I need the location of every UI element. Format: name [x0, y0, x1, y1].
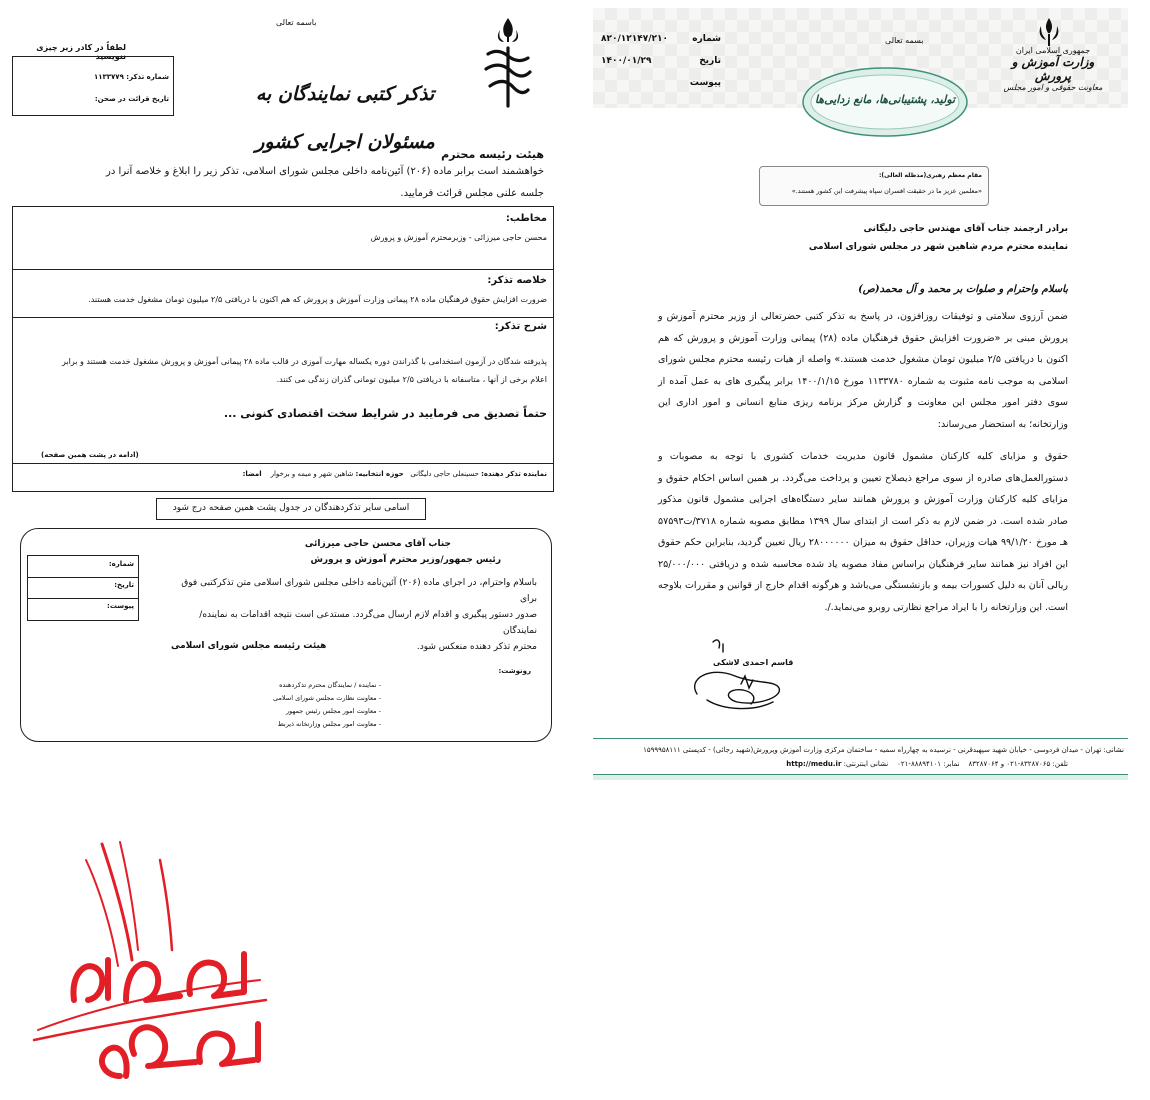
- notice-number-value: ۱۱۳۳۷۷۹: [93, 73, 124, 81]
- footer-divider: [593, 738, 1128, 739]
- deputy-name: معاونت حقوقی و امور مجلس: [1003, 83, 1103, 92]
- district-label: حوزه انتخابیه:: [355, 470, 404, 478]
- emblem-caption: جمهوری اسلامی ایران: [1015, 46, 1091, 55]
- notice-body-box: [12, 206, 554, 492]
- intro-line-2: جلسه علنی مجلس قرائت فرمایید.: [400, 188, 544, 199]
- quote-box: [759, 166, 989, 206]
- letter-paragraph-2: حقوق و مزایای کلیه کارکنان مشمول قانون مدیریت خدمات کشوری با توجه به مصوبات و دستورالعمل‌های صادره از سوی مراجع ذیصلاح تعیین و پرداخت می‌گردد. بر همین اساس احکام حقوق و مزایای کلیه کارکنان وزارت آموزش و پرورش همانند سایر دستگاه‌های اجرایی مشمول قانون مذکور صادر شده است. در ضمن لازم به ذکر است از ابتدای سال ۱۳۹۹ مطابق مصوبه شماره ۳۷۱۸/ت۵۷۵۹۳ هـ مورخ ۹۹/۱/۲۰ هیات وزیران، حداقل حقوق به میزان ۲۸۰۰۰۰۰۰ ریال تعیین گردید، بنابراین حکم حقوق این افراد نیز همانند سایر فرهنگیان براساس مفاد مصوبه یاد شده محاسبه شده و دریافتی ۲۵/۰۰۰/۰۰۰ ریالی آنان به دلیل کسورات بیمه و بازنشستگی می‌باشد و هرگونه اقدام خارج از قوانین و مقررات بلاوجه است. این وزارتخانه را با ایراد مراجع نظارتی روبرو می‌نماید./.: [658, 451, 1068, 613]
- footer-web-link[interactable]: http://medu.ir: [786, 760, 842, 768]
- slogan-badge: [801, 66, 969, 138]
- reply-body-line-2: صدور دستور پیگیری و اقدام لازم ارسال می‌گردد. مستدعی است نتیجه اقدامات به نماینده/ نمایندگان: [199, 610, 537, 636]
- reply-signer: هیئت رئیسه مجلس شورای اسلامی: [171, 641, 327, 651]
- letter-paragraph-1: ضمن آرزوی سلامتی و توفیقات روزافزون، در پاسخ به تذکر کتبی حضرتعالی از وزیر محترم آموزش و پرورش مبنی بر «ضرورت افزایش حقوق فرهنگیان ماده (۲۸) پیمانی وزارت آموزش و پرورش که هم اکنون با دریافتی ۲/۵ میلیون تومان مشغول خدمت هستند.» واصله از هیات رئیسه محترم مجلس شورای اسلامی به موجب نامه مثبوت به شماره ۱۱۳۳۷۸۰ مورخ ۱۴۰۰/۱/۱۵ برابر پیگیری های به عمل آمده از سوی دفتر امور مجلس این معاونت و گزارش مرکز برنامه ریزی منابع انسانی و امور اداری این وزارتخانه؛ به استحضار می‌رساند:: [658, 311, 1069, 430]
- representative-row: [243, 470, 547, 478]
- details-line-1: پذیرفته شدگان در آزمون استخدامی با گذراندن دوره یکساله مهارت آموزی در قالب ماده ۲۸ پیمانی آموزش و پرورش مشغول خدمت هستند و برابر: [61, 357, 547, 366]
- meta-date-label: تاریخ: [699, 56, 721, 66]
- reply-to-line-2: رئیس جمهور/وزیر محترم آموزش و پرورش: [310, 555, 501, 565]
- representative-label: نماینده تذکر دهنده:: [481, 470, 547, 478]
- basmala-left: باسمه تعالی: [276, 18, 317, 27]
- reply-meta-table: [27, 555, 139, 621]
- notice-header-title: تذکر کتبی نمایندگان به مسئولان اجرایی کشور: [255, 83, 435, 153]
- divider: [13, 463, 553, 464]
- notice-number-label: شماره تذکر:: [126, 73, 169, 81]
- cc-item: - معاونت امور مجلس رئیس جمهور: [286, 707, 381, 715]
- parliament-notice-document: [8, 8, 556, 743]
- parliament-emblem-icon: [478, 14, 538, 114]
- meta-number-label: شماره: [692, 34, 721, 44]
- reply-body-line-1: باسلام واحترام، در اجرای ماده (۲۰۶) آئین‌نامه داخلی مجلس شورای اسلامی متن تذکرکتبی فوق برای: [181, 578, 537, 604]
- reply-to-line-1: جناب آقای محسن حاجی میرزائی: [304, 539, 451, 549]
- details-emphasis: حتماً تصدیق می فرمایید در شرایط سخت اقتصادی کنونی ...: [223, 407, 547, 420]
- reply-meta-date: تاریخ:: [114, 581, 134, 589]
- recipient-line-2: نماینده محترم مردم شاهین شهر در مجلس شورای اسلامی: [808, 242, 1068, 252]
- summary-label: خلاصه تذکر:: [487, 275, 547, 286]
- continued-note: (ادامه در پشت همین صفحه): [41, 451, 139, 459]
- intro-line-1: خواهشمند است برابر ماده (۲۰۶) آئین‌نامه داخلی مجلس شورای اسلامی، تذکر زیر را ابلاغ و خلاصه آنرا در: [106, 166, 544, 177]
- cc-item: - معاونت امور مجلس وزارتخانه ذیربط: [277, 720, 381, 728]
- iran-emblem-icon: [1029, 16, 1069, 48]
- read-date-label: تاریخ قرائت در صحن:: [94, 95, 169, 103]
- reply-meta-attachment: پیوست:: [107, 602, 134, 610]
- signature-label: امضا:: [242, 470, 262, 478]
- addressee-value: محسن حاجی میرزائی - وزیرمحترم آموزش و پرورش: [370, 233, 547, 242]
- other-reps-note-box: [156, 498, 426, 520]
- recipient-line-1: برادر ارجمند جناب آقای مهندس حاجی دلیگانی: [863, 224, 1068, 234]
- basmala-right: بسمه تعالی: [885, 36, 924, 45]
- top-note: لطفاً در کادر زیر چیزی ننویسید: [36, 43, 126, 61]
- details-line-2: اعلام برخی از آنها ، متاسفانه با دریافتی ۲/۵ میلیون تومانی گذران زندگی می کنند.: [276, 375, 547, 384]
- other-reps-note: اسامی سایر تذکردهندگان در جدول پشت همین صفحه درج شود: [172, 503, 410, 513]
- letter-meta: [601, 28, 721, 94]
- footer-web-label: نشانی اینترنتی:: [843, 760, 889, 768]
- summary-value: ضرورت افزایش حقوق فرهنگیان ماده ۲۸ پیمانی وزارت آموزش و پرورش که هم اکنون با دریافتی ۲/۵ میلیون تومان مشغول خدمت هستند.: [88, 295, 547, 304]
- ministry-reply-letter: [593, 8, 1128, 780]
- divider: [13, 317, 553, 318]
- notice-meta-box: [12, 56, 174, 116]
- footer-fax: نمابر: ۸۸۸۹۴۱۰۱-۰۲۱: [897, 760, 960, 768]
- footer-phone: تلفن: ۸۳۲۸۷۰۶۵-۰۲۱ و ۸۳۲۸۷۰۶۴: [968, 760, 1068, 768]
- addressee-label: مخاطب:: [505, 213, 547, 224]
- cc-item: - نماینده / نمایندگان محترم تذکردهنده: [279, 681, 381, 689]
- district-value: شاهین شهر و میمه و برخوار: [270, 470, 354, 478]
- details-label: شرح تذکر:: [494, 321, 547, 332]
- divider: [13, 269, 553, 270]
- greeting: باسلام واحترام و صلوات بر محمد و آل محمد(ص): [858, 284, 1068, 295]
- salutation: هیئت رئیسه محترم: [441, 148, 544, 161]
- reply-body-line-3: محترم تذکر دهنده منعکس شود.: [416, 642, 537, 652]
- cc-title: رونوشت:: [498, 667, 531, 675]
- representative-value: حسینعلی حاجی دلیگانی: [410, 470, 479, 478]
- footer-band: [593, 774, 1128, 780]
- quote-text: «معلمین عزیز ما در حقیقت افسران سپاه پیشرفت این کشور هستند.»: [791, 187, 982, 195]
- cc-item: - معاونت نظارت مجلس شورای اسلامی: [273, 694, 381, 702]
- meta-attachment-label: پیوست: [689, 78, 721, 88]
- meta-number-value: ۸۲۰/۱۲۱۴۷/۲۱۰: [601, 34, 668, 44]
- footer-address: نشانی: تهران - میدان فردوسی - خیابان شهید سپهبدقرنی - نرسیده به چهارراه سمیه - ساختمان مرکزی وزارت آموزش وپرورش(شهید رجائی) - کدپستی ۱۵۹۹۹۵۸۱۱۱: [643, 746, 1124, 754]
- signer-name: قاسم احمدی لاشکی: [713, 658, 794, 667]
- reply-box: [20, 528, 552, 742]
- reply-meta-number: شماره:: [108, 560, 134, 568]
- saran-logo: [30, 840, 270, 1090]
- quote-title: مقام معظم رهبری(مدظله العالی):: [879, 172, 982, 179]
- slogan-text: تولید، پشتیبانی‌ها، مانع زدایی‌ها: [814, 93, 956, 106]
- ministry-name: وزارت آموزش و پرورش: [1011, 55, 1095, 83]
- meta-date-value: ۱۴۰۰/۰۱/۲۹: [601, 56, 652, 66]
- handwritten-signature: [683, 636, 793, 716]
